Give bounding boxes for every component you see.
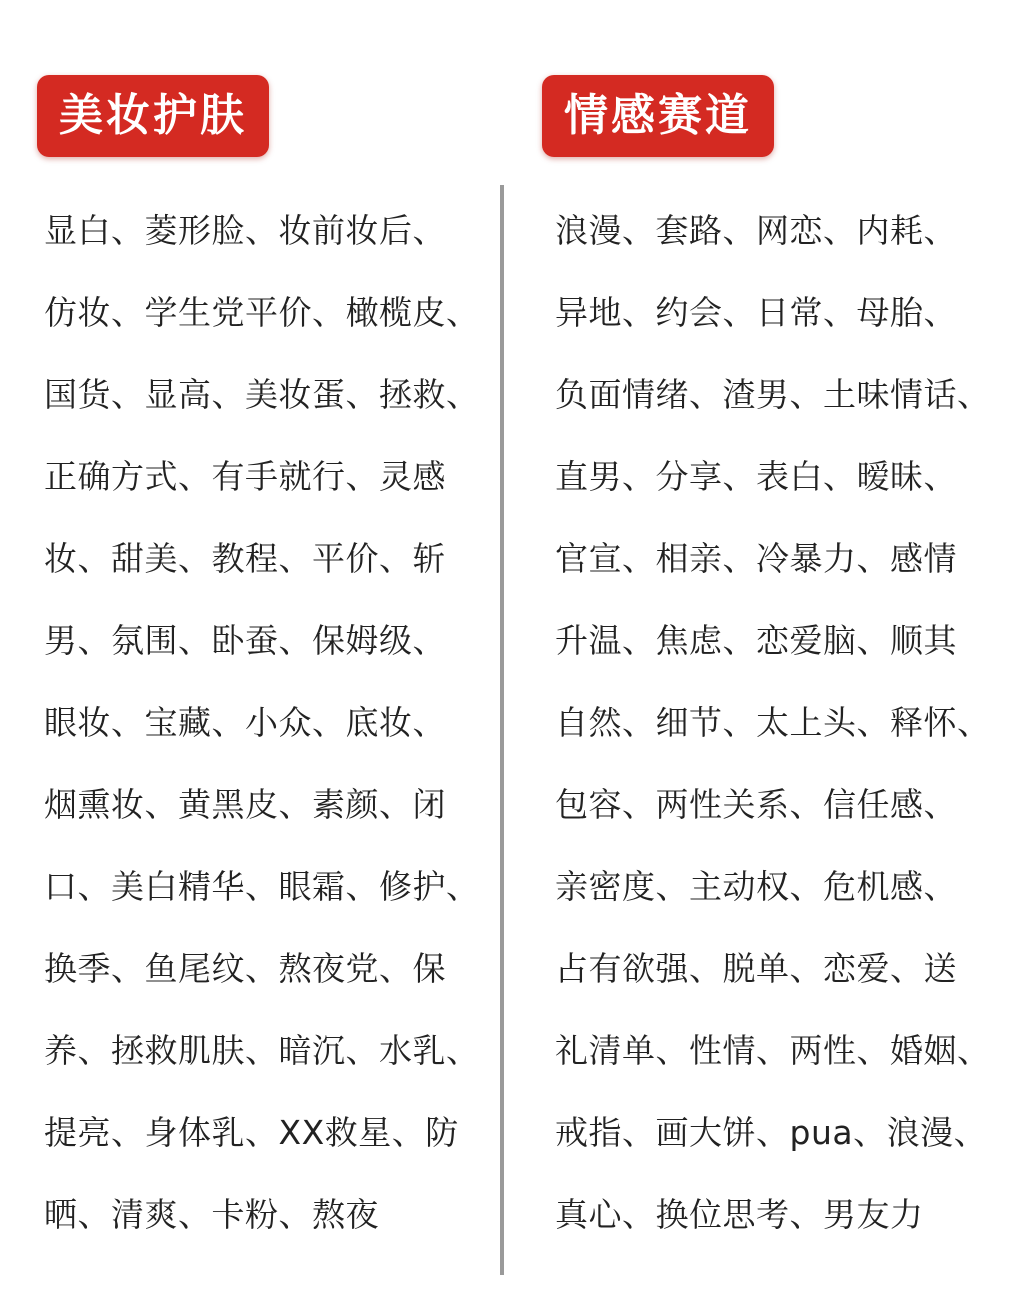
beauty-keyword-line: 晒、清爽、卡粉、熬夜: [44, 1195, 379, 1234]
emotion-keyword-line: 异地、约会、日常、母胎、: [555, 293, 957, 332]
emotion-keyword-line: 戒指、画大饼、pua、浪漫、: [555, 1113, 988, 1152]
emotion-keyword-line: 升温、焦虑、恋爱脑、顺其: [555, 621, 957, 660]
beauty-keyword-line: 换季、鱼尾纹、熬夜党、保: [44, 949, 446, 988]
beauty-keyword-line: 养、拯救肌肤、暗沉、水乳、: [44, 1031, 480, 1070]
emotion-keyword-line: 包容、两性关系、信任感、: [555, 785, 957, 824]
beauty-section-title: 美妆护肤: [37, 75, 269, 157]
beauty-keyword-line: 男、氛围、卧蚕、保姆级、: [44, 621, 446, 660]
emotion-keyword-line: 官宣、相亲、冷暴力、感情: [555, 539, 957, 578]
beauty-keyword-line: 显白、菱形脸、妆前妆后、: [44, 211, 446, 250]
emotion-keyword-line: 真心、换位思考、男友力: [555, 1195, 924, 1234]
emotion-keyword-line: 亲密度、主动权、危机感、: [555, 867, 957, 906]
emotion-keyword-line: 占有欲强、脱单、恋爱、送: [555, 949, 957, 988]
emotion-keyword-line: 负面情绪、渣男、土味情话、: [555, 375, 991, 414]
emotion-keyword-list: [555, 192, 1015, 1258]
emotion-section-title: 情感赛道: [542, 75, 774, 157]
emotion-keyword-line: 浪漫、套路、网恋、内耗、: [555, 211, 957, 250]
beauty-keyword-line: 烟熏妆、黄黑皮、素颜、闭: [44, 785, 446, 824]
beauty-keyword-line: 妆、甜美、教程、平价、斩: [44, 539, 446, 578]
beauty-keyword-line: 眼妆、宝藏、小众、底妆、: [44, 703, 446, 742]
beauty-keyword-line: 提亮、身体乳、XX救星、防: [44, 1113, 459, 1152]
emotion-keyword-line: 自然、细节、太上头、释怀、: [555, 703, 991, 742]
beauty-keyword-list: [44, 192, 494, 1258]
beauty-keyword-line: 仿妆、学生党平价、橄榄皮、: [44, 293, 480, 332]
column-divider: [500, 185, 504, 1275]
emotion-keyword-line: 礼清单、性情、两性、婚姻、: [555, 1031, 991, 1070]
beauty-keyword-line: 国货、显高、美妆蛋、拯救、: [44, 375, 480, 414]
beauty-keyword-line: 口、美白精华、眼霜、修护、: [44, 867, 480, 906]
beauty-keyword-line: 正确方式、有手就行、灵感: [44, 457, 446, 496]
emotion-keyword-line: 直男、分享、表白、暧昧、: [555, 457, 957, 496]
